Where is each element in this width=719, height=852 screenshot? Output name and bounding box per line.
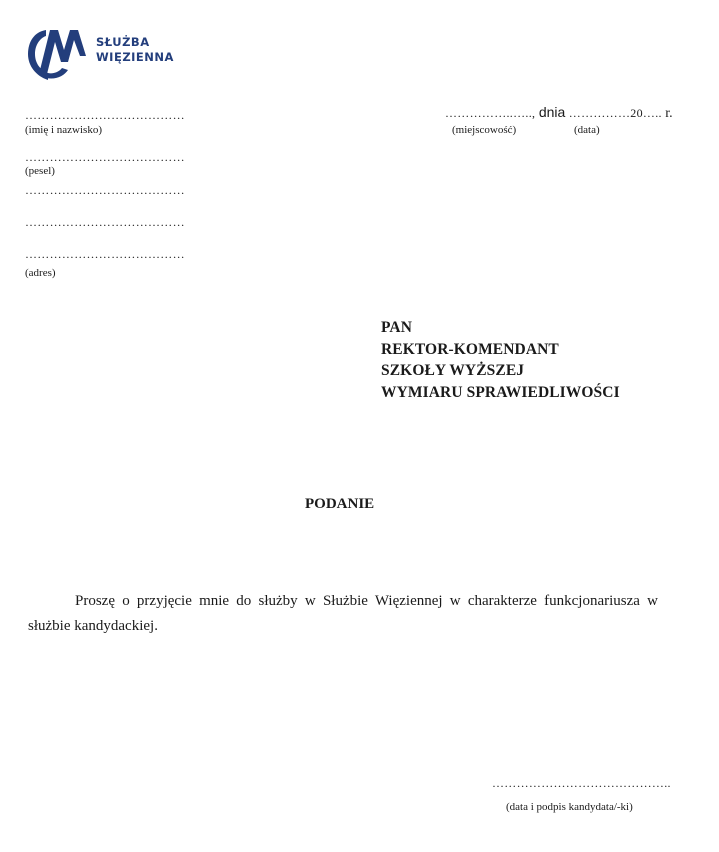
- sw-emblem-icon: [26, 26, 90, 82]
- body-text: Proszę o przyjęcie mnie do służby w Służbie Więziennej w charakterze funkcjonariusza w służbie kandydackiej.: [28, 593, 658, 634]
- address-dots-3: …………………………………: [25, 247, 185, 261]
- logo-line-1: SŁUŻBA: [96, 35, 150, 49]
- signature-dots: ……………………………………..: [492, 776, 671, 790]
- recipient-block: [381, 317, 620, 403]
- logo-line-2: WIĘZIENNA: [96, 50, 174, 64]
- address-dots-1: …………………………………: [25, 183, 185, 197]
- recipient-line-3: SZKOŁY WYŻSZEJ: [381, 362, 525, 379]
- signature-label: (data i podpis kandydata/-ki): [506, 801, 633, 813]
- recipient-line-4: WYMIARU SPRAWIEDLIWOŚCI: [381, 383, 620, 401]
- place-date-line: [445, 104, 673, 122]
- pesel-label: (pesel): [25, 165, 55, 177]
- r-abbrev: r.: [665, 106, 673, 121]
- logo-wordmark: [96, 35, 174, 65]
- sluzba-wiezienna-logo: [26, 26, 176, 82]
- year-dots: …..: [642, 106, 662, 120]
- body-paragraph: [28, 589, 658, 639]
- name-label: (imię i nazwisko): [25, 124, 102, 136]
- pesel-dots: …………………………………: [25, 150, 185, 164]
- dnia-word: dnia: [538, 104, 566, 120]
- place-label: (miejscowość): [452, 124, 517, 136]
- recipient-line-2: REKTOR-KOMENDANT: [381, 340, 559, 358]
- document-title: PODANIE: [305, 496, 375, 512]
- recipient-line-1: PAN: [381, 319, 413, 336]
- date-dots: ……………20: [568, 106, 643, 120]
- date-label: (data): [574, 124, 600, 136]
- name-dots: …………………………………: [25, 108, 185, 122]
- place-dots: ……………..…..,: [445, 106, 536, 120]
- address-dots-2: …………………………………: [25, 215, 185, 229]
- address-label: (adres): [25, 267, 56, 279]
